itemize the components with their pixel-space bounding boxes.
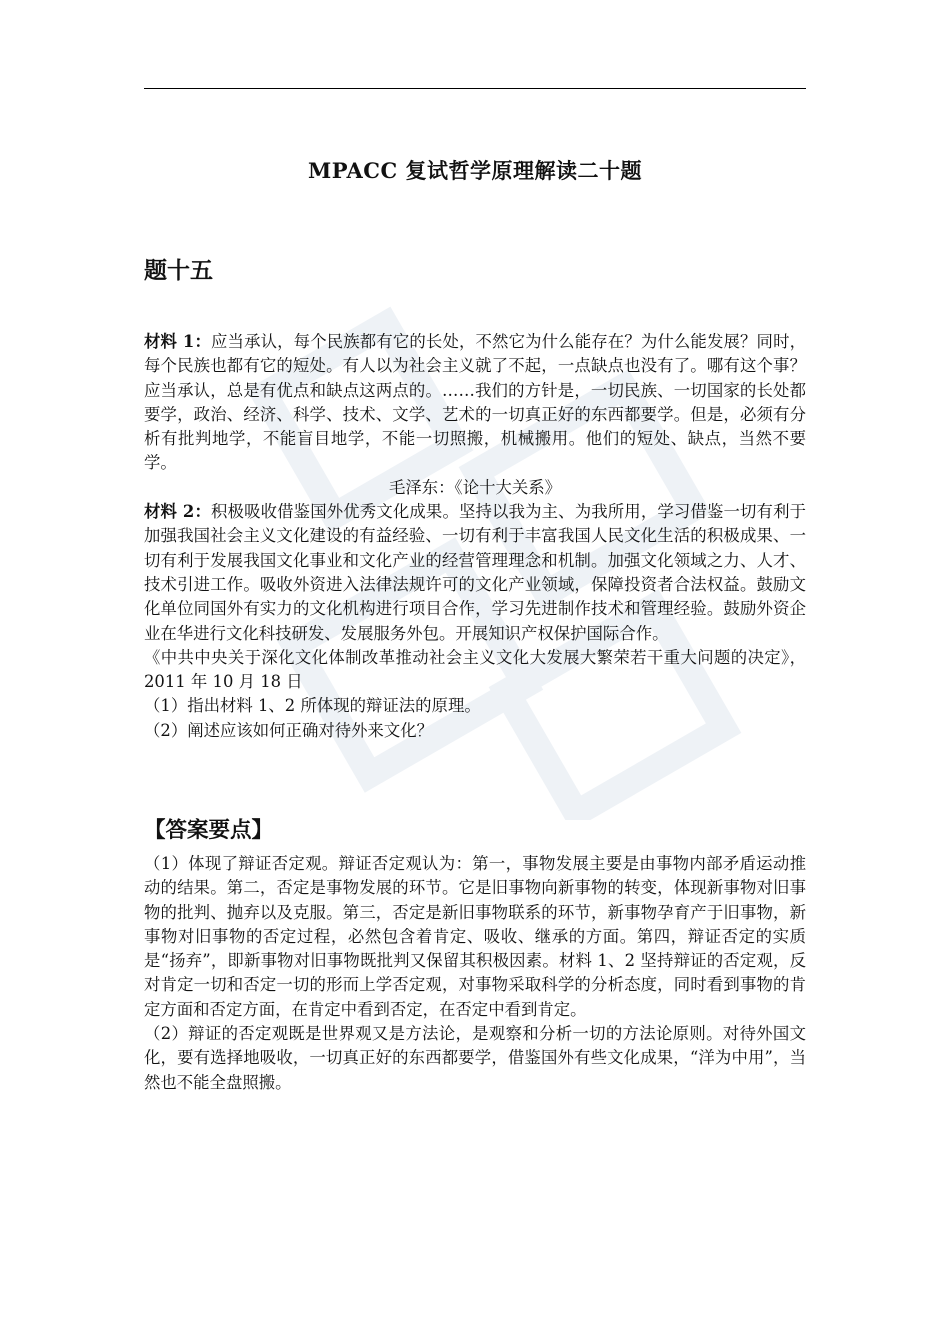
material-2-paragraph [144, 500, 806, 646]
document-title: MPACC 复试哲学原理解读二十题 [307, 158, 643, 183]
material-1-text: 应当承认，每个民族都有它的长处，不然它为什么能存在？为什么能发展？同时，每个民族也都有它的短处。有人以为社会主义就了不起，一点缺点也没有了。哪有这个事？应当承认，总是有优点和缺点这两点的。……我们的方针是，一切民族、一切国家的长处都要学，政治、经济、科学、技术、文学、艺术的一切真正好的东西都要学。但是，必须有分析有批判地学，不能盲目地学，不能一切照搬，机械搬用。他们的短处、缺点，当然不要学。 [144, 332, 806, 473]
answers-block [144, 852, 806, 1095]
question-2: （2）阐述应该如何正确对待外来文化？ [144, 720, 434, 740]
material-1-label: 材料 1： [144, 332, 211, 351]
material-2-source: 《中共中央关于深化文化体制改革推动社会主义文化大发展大繁荣若干重大问题的决定》，2011 年 10 月 18 日 [144, 647, 806, 692]
material-1-paragraph [144, 330, 806, 476]
question-1: （1）指出材料 1、2 所体现的辩证法的原理。 [144, 696, 481, 716]
section-heading: 题十五 [144, 257, 213, 284]
material-1-source: 毛泽东：《论十大关系》 [388, 477, 562, 497]
header-rule [144, 88, 806, 89]
answers-heading: 【答案要点】 [144, 818, 274, 843]
material-2-label: 材料 2： [144, 502, 211, 522]
answer-2: （2）辩证的否定观既是世界观又是方法论，是观察和分析一切的方法论原则。对待外国文化，要有选择地吸收，一切真正好的东西都要学，借鉴国外有些文化成果，“洋为中用”，当然也不能全盘照搬。 [144, 1024, 806, 1092]
answer-1: （1）体现了辩证否定观。辩证否定观认为：第一，事物发展主要是由事物内部矛盾运动推动的结果。第二，否定是事物发展的环节。它是旧事物向新事物的转变，体现新事物对旧事物的批判、抛弃以及克服。第三，否定是新旧事物联系的环节，新事物孕育产于旧事物，新事物对旧事物的否定过程，必然包含着肯定、吸收、继承的方面。第四，辩证否定的实质是“扬弃”，即新事物对旧事物既批判又保留其积极因素。材料 1、2 坚持辩证的否定观，反对肯定一切和否定一切的形而上学否定观，对事物采取科学的分析态度，同时看到事物的肯定方面和否定方面，在肯定中看到否定，在否定中看到肯定。 [144, 854, 806, 1019]
material-2-text: 积极吸收借鉴国外优秀文化成果。坚持以我为主、为我所用，学习借鉴一切有利于加强我国社会主义文化建设的有益经验、一切有利于丰富我国人民文化生活的积极成果、一切有利于发展我国文化事业和文化产业的经营管理理念和机制。加强文化领域之力、人才、技术引进工作。吸收外资进入法律法规许可的文化产业领域，保障投资者合法权益。鼓励文化单位同国外有实力的文化机构进行项目合作，学习先进制作技术和管理经验。鼓励外资企业在华进行文化科技研发、发展服务外包。开展知识产权保护国际合作。 [144, 502, 806, 643]
materials-block [144, 330, 806, 743]
